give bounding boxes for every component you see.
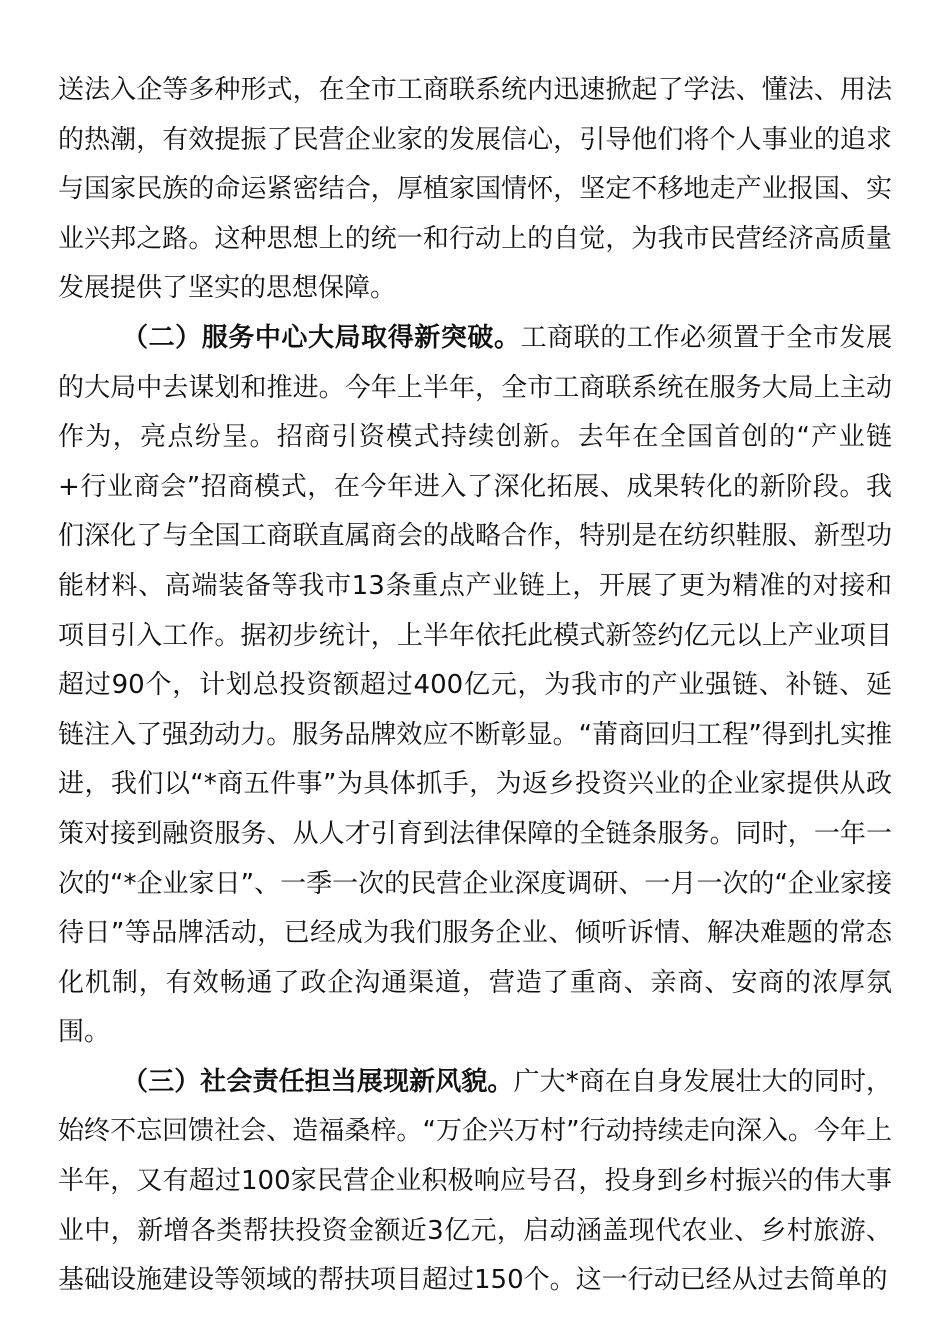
paragraph-2 <box>58 314 892 1058</box>
document-page <box>58 66 892 1306</box>
section-heading-2: （二）服务中心大局取得新突破。 <box>122 322 521 353</box>
paragraph-1-text: 送法入企等多种形式，在全市工商联系统内迅速掀起了学法、懂法、用法的热潮，有效提振了民营企业家的发展信心，引导他们将个人事业的追求与国家民族的命运紧密结合，厚植家国情怀，坚定不移地走产业报国、实业兴邦之路。这种思想上的统一和行动上的自觉，为我市民营经济高质量发展提供了坚实的思想保障。 <box>58 75 892 304</box>
paragraph-2-text: 工商联的工作必须置于全市发展的大局中去谋划和推进。今年上半年，全市工商联系统在服务大局上主动作为，亮点纷呈。招商引资模式持续创新。去年在全国首创的“产业链+行业商会”招商模式，在今年进入了深化拓展、成果转化的新阶段。我们深化了与全国工商联直属商会的战略合作，特别是在纺织鞋服、新型功能材料、高端装备等我市13条重点产业链上，开展了更为精准的对接和项目引入工作。据初步统计，上半年依托此模式新签约亿元以上产业项目超过90个，计划总投资额超过400亿元，为我市的产业强链、补链、延链注入了强劲动力。服务品牌效应不断彰显。“莆商回归工程”得到扎实推进，我们以“*商五件事”为具体抓手，为返乡投资兴业的企业家提供从政策对接到融资服务、从人才引育到法律保障的全链条服务。同时，一年一次的“*企业家日”、一季一次的民营企业深度调研、一月一次的“企业家接待日”等品牌活动，已经成为我们服务企业、倾听诉情、解决难题的常态化机制，有效畅通了政企沟通渠道，营造了重商、亲商、安商的浓厚氛围。 <box>58 322 892 1048</box>
paragraph-1 <box>58 66 892 314</box>
section-heading-3: （三）社会责任担当展现新风貌。 <box>122 1066 514 1097</box>
paragraph-3 <box>58 1058 892 1306</box>
paragraph-3-text: 广大*商在自身发展壮大的同时，始终不忘回馈社会、造福桑梓。“万企兴万村”行动持续走向深入。今年上半年，又有超过100家民营企业积极响应号召，投身到乡村振兴的伟大事业中，新增各类帮扶投资金额近3亿元，启动涵盖现代农业、乡村旅游、基础设施建设等领域的帮扶项目超过150个。这一行动已经从过去简单的 <box>58 1066 892 1296</box>
